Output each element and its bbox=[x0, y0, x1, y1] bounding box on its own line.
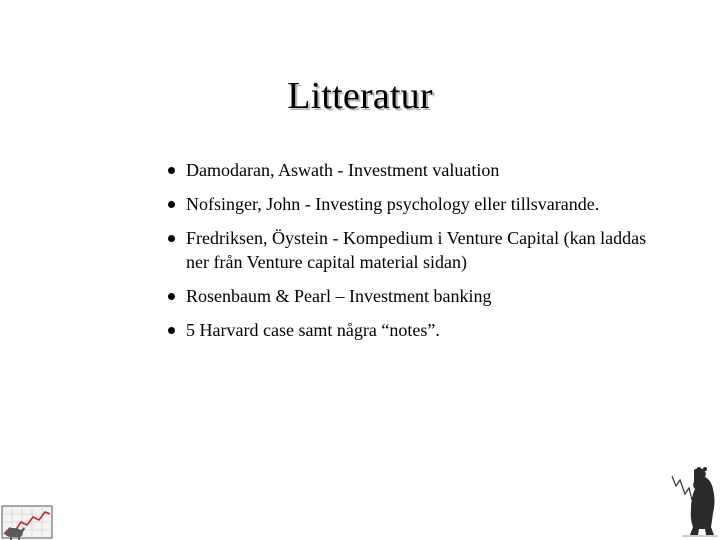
list-item-text: Damodaran, Aswath - Investment valuation bbox=[186, 160, 500, 180]
slide-title: Litteratur bbox=[287, 75, 433, 117]
bullet-icon bbox=[168, 293, 175, 300]
list-item bbox=[164, 318, 664, 342]
list-item-text: Nofsinger, John - Investing psychology eller tillsvarande. bbox=[186, 194, 600, 214]
bullet-icon bbox=[168, 235, 175, 242]
bullet-icon bbox=[168, 167, 175, 174]
list-item bbox=[164, 284, 664, 308]
list-item bbox=[164, 192, 664, 216]
list-item bbox=[164, 226, 664, 274]
list-item bbox=[164, 158, 664, 182]
bullet-icon bbox=[168, 201, 175, 208]
list-item-text: 5 Harvard case samt några “notes”. bbox=[186, 320, 440, 340]
bear-icon bbox=[668, 462, 720, 540]
stock-chart-bull-icon bbox=[0, 504, 56, 540]
list-item-text: Fredriksen, Öystein - Kompedium i Venture Capital (kan laddas ner från Venture capital material sidan) bbox=[186, 228, 647, 272]
list-item-text: Rosenbaum & Pearl – Investment banking bbox=[186, 286, 492, 306]
bullet-list bbox=[164, 158, 664, 352]
bullet-icon bbox=[168, 327, 175, 334]
